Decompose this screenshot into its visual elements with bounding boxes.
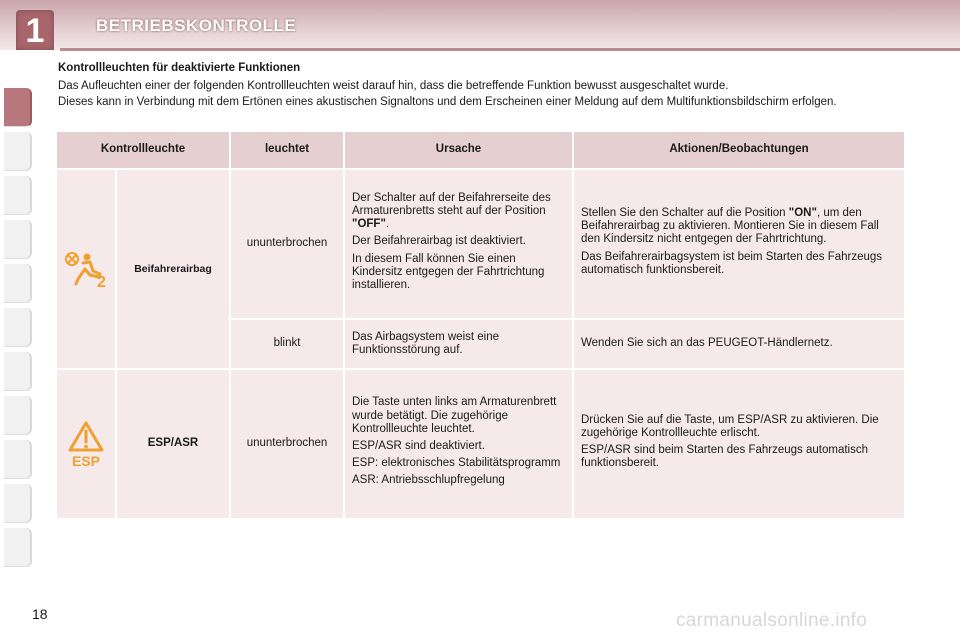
chapter-tab-3[interactable] — [4, 176, 32, 215]
airbag-action-p2: Das Beifahrerairbagsystem ist beim Starten des Fahrzeugs automatisch funktionsbereit. — [581, 250, 883, 276]
esp-lit-steady: ununterbrochen — [231, 370, 343, 518]
airbag-icon-cell — [57, 170, 115, 368]
airbag-lit-steady: ununterbrochen — [231, 170, 343, 318]
chapter-tab-8[interactable] — [4, 396, 32, 435]
airbag-action-steady — [574, 170, 904, 318]
esp-icon-label: ESP — [71, 453, 101, 468]
chapter-tab-10[interactable] — [4, 484, 32, 523]
esp-cause-p3: ESP: elektronisches Stabilitätsprogramm — [352, 457, 561, 470]
airbag-cause-blinking — [345, 320, 572, 368]
esp-cause-p1: Die Taste unten links am Armaturenbrett wurde betätigt. Die zugehörige Kontrollleuchte leuchtet. — [352, 396, 557, 435]
svg-text:2: 2 — [97, 274, 106, 289]
chapter-tab-9[interactable] — [4, 440, 32, 479]
column-header-lit: leuchtet — [231, 132, 343, 168]
esp-cause-p2: ESP/ASR sind deaktiviert. — [352, 440, 485, 452]
column-header-light: Kontrollleuchte — [57, 132, 229, 168]
intro-paragraph-1: Das Aufleuchten einer der folgenden Kontrollleuchten weist darauf hin, dass die betreffende Funktion bewusst ausgeschaltet wurde. — [58, 80, 729, 92]
airbag-cause-blink-p1: Das Airbagsystem weist eine Funktionsstörung auf. — [352, 330, 500, 356]
esp-action-p2: ESP/ASR sind beim Starten des Fahrzeugs automatisch funktionsbereit. — [581, 444, 869, 470]
chapter-tab-6[interactable] — [4, 308, 32, 347]
airbag-cause-p3: In diesem Fall können Sie einen Kindersitz entgegen der Fahrtrichtung installieren. — [352, 252, 545, 292]
esp-action-p1: Drücken Sie auf die Taste, um ESP/ASR zu aktivieren. Die zugehörige Kontrollleuchte erlischt. — [581, 413, 879, 439]
airbag-cause-p1: Der Schalter auf der Beifahrerseite des Armaturenbretts steht auf der Position "OFF". — [352, 191, 551, 231]
esp-name-cell: ESP/ASR — [117, 370, 229, 518]
column-header-actions: Aktionen/Beobachtungen — [574, 132, 904, 168]
airbag-lit-blinking: blinkt — [231, 320, 343, 368]
esp-icon-cell — [57, 370, 115, 518]
chapter-tabs — [0, 70, 34, 575]
watermark[interactable]: carmanualsonline.info — [676, 610, 868, 631]
chapter-tab-5[interactable] — [4, 264, 32, 303]
chapter-tab-1[interactable] — [4, 88, 32, 127]
page-title: BETRIEBSKONTROLLE — [96, 16, 297, 35]
page-number: 18 — [32, 606, 48, 622]
section-heading: Kontrollleuchten für deaktivierte Funktionen — [58, 62, 301, 74]
airbag-cause-steady — [345, 170, 572, 318]
esp-cause-p4: ASR: Antriebsschlupfregelung — [352, 474, 505, 487]
passenger-airbag-off-icon — [63, 249, 109, 289]
chapter-tab-2[interactable] — [4, 132, 32, 171]
airbag-name-cell: Beifahrerairbag — [117, 170, 229, 368]
esp-warning-icon — [66, 420, 106, 468]
header-divider — [60, 48, 960, 51]
airbag-action-blink-p1: Wenden Sie sich an das PEUGEOT-Händlernetz. — [581, 337, 833, 350]
column-header-cause: Ursache — [345, 132, 572, 168]
chapter-tab-11[interactable] — [4, 528, 32, 567]
chapter-number: 1 — [25, 12, 45, 50]
chapter-tab-4[interactable] — [4, 220, 32, 259]
airbag-action-blinking — [574, 320, 904, 368]
esp-action — [574, 370, 904, 518]
intro-paragraph-2: Dieses kann in Verbindung mit dem Ertönen eines akustischen Signaltons und dem Erscheinen einer Meldung auf dem Multifunktionsbildschirm erfolgen. — [58, 96, 837, 108]
airbag-action-p1: Stellen Sie den Schalter auf die Position "ON", um den Beifahrerairbag zu aktivieren. Montieren Sie in diesem Fall den Kindersitz nicht entgegen der Fahrtrichtung. — [581, 206, 879, 246]
airbag-cause-p2: Der Beifahrerairbag ist deaktiviert. — [352, 235, 526, 248]
chapter-tab-7[interactable] — [4, 352, 32, 391]
esp-cause — [345, 370, 572, 518]
